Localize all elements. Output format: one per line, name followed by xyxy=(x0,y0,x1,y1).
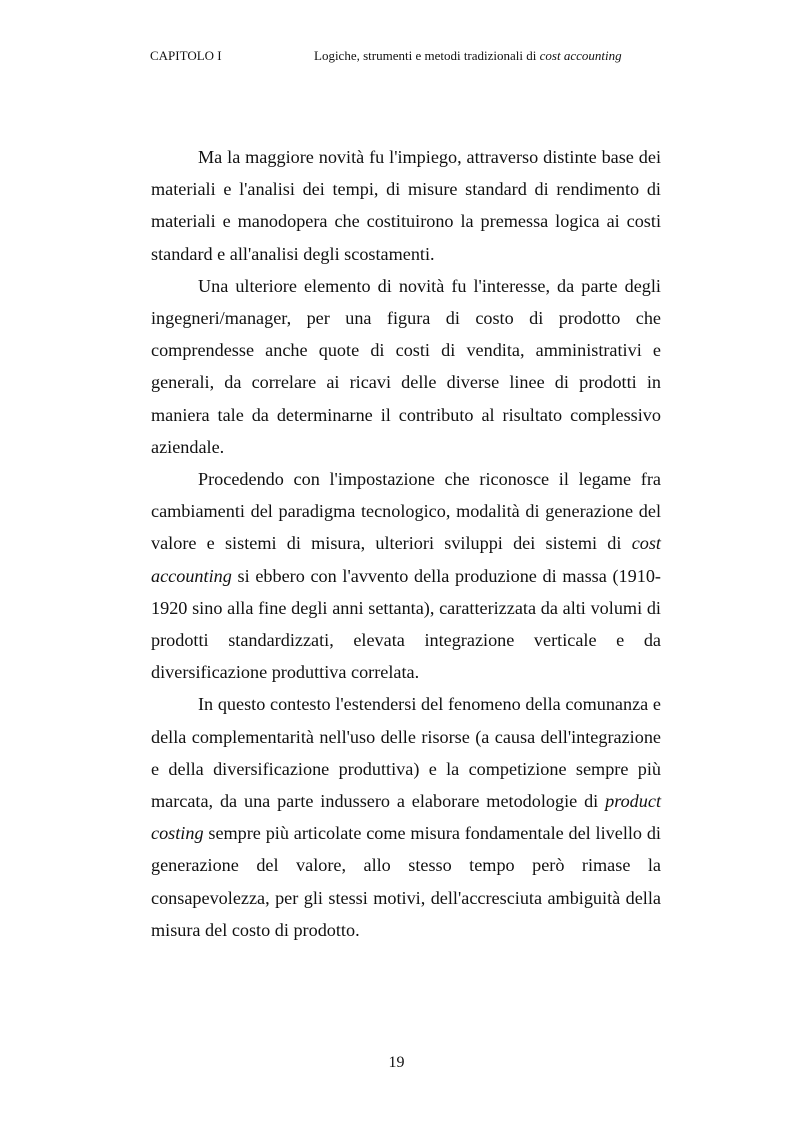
paragraph-1: Ma la maggiore novità fu l'impiego, attraverso distinte base dei materiali e l'analisi dei tempi, di misure standard di rendimento di materiali e manodopera che costituirono la premessa logica ai costi standard e all'analisi degli scostamenti. xyxy=(151,147,661,264)
chapter-title-text: Logiche, strumenti e metodi tradizionali di xyxy=(314,48,540,63)
paragraph-2: Una ulteriore elemento di novità fu l'interesse, da parte degli ingegneri/manager, per una figura di costo di prodotto che comprendesse anche quote di costi di vendita, amministrativi e generali, da correlare ai ricavi delle diverse linee di prodotti in maniera tale da determinarne il contributo al risultato complessivo aziendale. xyxy=(151,275,661,457)
paragraph-4-text-a: In questo contesto l'estendersi del fenomeno della comunanza e della complementarità nell'uso delle risorse (a causa dell'integrazione e della diversificazione produttiva) e la competizione sempre più marcata, da una parte indussero a elaborare metodologie di xyxy=(151,694,661,812)
paragraph-4-italic: product costing xyxy=(151,791,661,844)
paragraph-4-text-b: sempre più articolate come misura fondamentale del livello di generazione del valore, allo stesso tempo però rimase la consapevolezza, per gli stessi motivi, dell'accresciuta ambiguità della misura del costo di prodotto. xyxy=(151,823,661,940)
paragraph-3-text-b: si ebbero con l'avvento della produzione di massa (1910-1920 sino alla fine degli anni settanta), caratterizzata da alti volumi di prodotti standardizzati, elevata integrazione verticale e da diversificazione produttiva correlata. xyxy=(151,565,661,683)
chapter-title xyxy=(314,48,622,64)
body-text xyxy=(151,141,661,946)
paragraph-3-italic: cost accounting xyxy=(151,533,661,586)
paragraph-3-text-a: Procedendo con l'impostazione che riconosce il legame fra cambiamenti del paradigma tecnologico, modalità di generazione del valore e sistemi di misura, ulteriori sviluppi dei sistemi di xyxy=(151,469,661,554)
page-number: 19 xyxy=(388,1054,405,1071)
chapter-label: CAPITOLO I xyxy=(150,48,222,63)
chapter-title-italic: cost accounting xyxy=(539,48,622,63)
running-header xyxy=(150,48,640,68)
paragraph-3 xyxy=(151,463,661,688)
paragraph-4 xyxy=(151,688,661,946)
